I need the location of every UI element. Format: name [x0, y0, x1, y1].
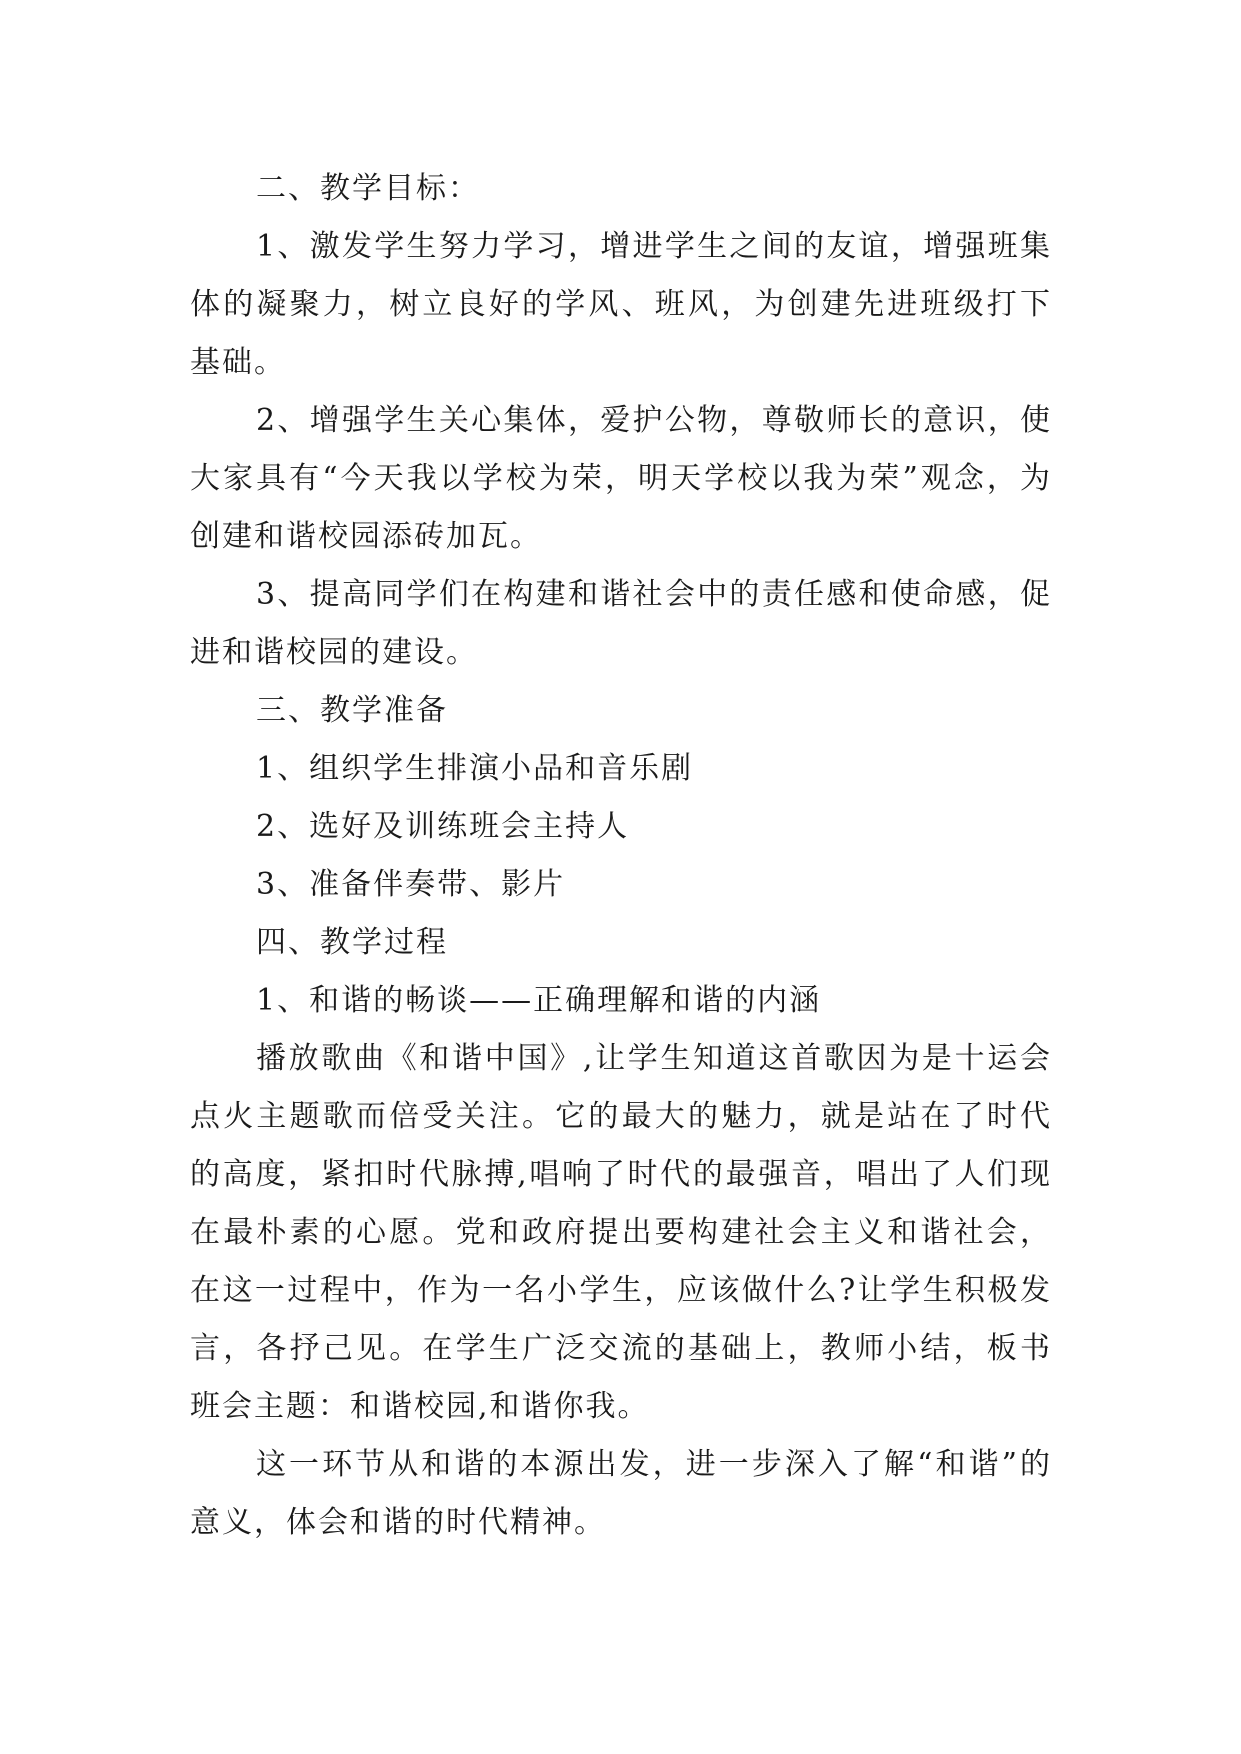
- objective-3: 3、提高同学们在构建和谐社会中的责任感和使命感，促进和谐校园的建设。: [190, 577, 1052, 670]
- preparation-2: 2、选好及训练班会主持人: [256, 809, 630, 844]
- document-body: [190, 160, 1052, 1552]
- objective-2: 2、增强学生关心集体，爱护公物，尊敬师长的意识，使大家具有“今天我以学校为荣，明天学校以我为荣”观念，为创建和谐校园添砖加瓦。: [190, 403, 1052, 554]
- objective-1: 1、激发学生努力学习，增进学生之间的友谊，增强班集体的凝聚力，树立良好的学风、班风，为创建先进班级打下基础。: [190, 229, 1052, 380]
- preparation-3: 3、准备伴奏带、影片: [256, 867, 566, 902]
- section-heading-process: 四、教学过程: [256, 925, 448, 960]
- section-heading-objectives: 二、教学目标：: [256, 171, 480, 206]
- process-step-1-body: 播放歌曲《和谐中国》,让学生知道这首歌因为是十运会点火主题歌而倍受关注。它的最大的魅力，就是站在了时代的高度，紧扣时代脉搏,唱响了时代的最强音，唱出了人们现在最朴素的心愿。党和政府提出要构建社会主义和谐社会，在这一过程中，作为一名小学生，应该做什么?让学生积极发言，各抒己见。在学生广泛交流的基础上，教师小结，板书班会主题：和谐校园,和谐你我。: [190, 1041, 1052, 1424]
- process-step-1-heading: 1、和谐的畅谈——正确理解和谐的内涵: [256, 983, 822, 1018]
- preparation-1: 1、组织学生排演小品和音乐剧: [256, 751, 694, 786]
- process-step-1-summary: 这一环节从和谐的本源出发，进一步深入了解“和谐”的意义，体会和谐的时代精神。: [190, 1447, 1052, 1540]
- section-heading-preparation: 三、教学准备: [256, 693, 448, 728]
